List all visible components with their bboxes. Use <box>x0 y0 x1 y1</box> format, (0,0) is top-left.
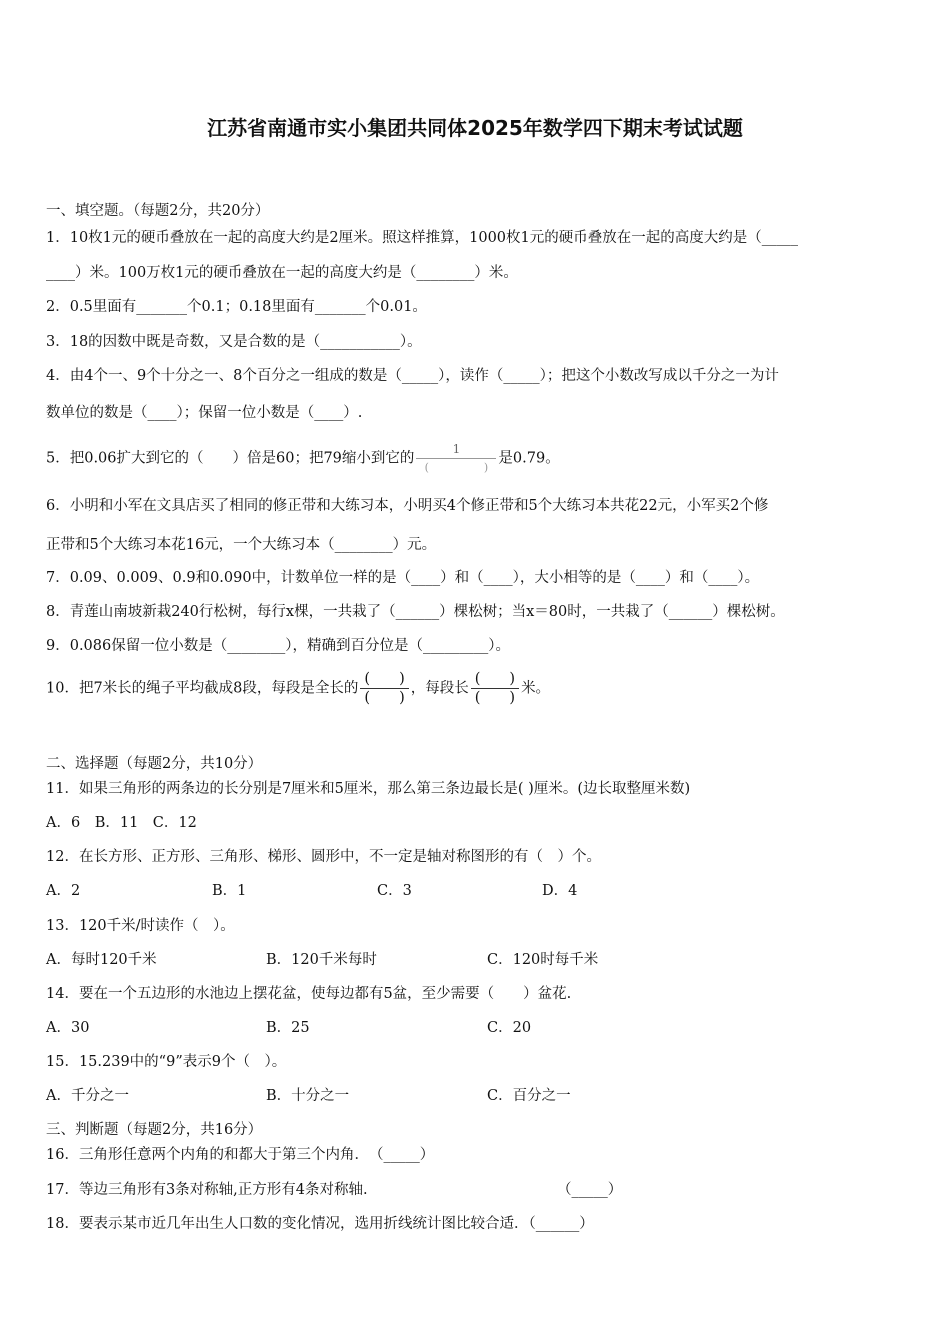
question-4-line-2: 数单位的数是（____）；保留一位小数是（____）. <box>46 405 363 421</box>
option-b: B．25 <box>266 1020 310 1036</box>
section-choice: 二、选择题（每题2分，共10分） <box>46 756 263 772</box>
question-10 <box>46 670 550 707</box>
question-1-line-2: ____）米。100万枚1元的硬币叠放在一起的高度大约是（________）米。 <box>46 265 518 281</box>
option-b: B．120千米每时 <box>266 952 377 968</box>
question-11: 11．如果三角形的两条边的长分别是7厘米和5厘米，那么第三条边最长是( )厘米。(边长取整厘米数) <box>46 781 691 797</box>
question-11-options: A．6 B．11 C．12 <box>46 815 197 831</box>
question-15: 15．15.239中的“9”表示9个（ ）。 <box>46 1054 287 1070</box>
section-fill-in: 一、填空题。（每题2分，共20分） <box>46 203 270 219</box>
question-12: 12．在长方形、正方形、三角形、梯形、圆形中，不一定是轴对称图形的有（ ）个。 <box>46 849 601 865</box>
question-10-end: 米。 <box>521 680 551 697</box>
fraction-denominator: ( ) <box>424 461 489 474</box>
fraction-2-numerator: ( ) <box>471 670 519 689</box>
option-a: A．每时120千米 <box>46 952 157 968</box>
question-1-line-1: 1．10枚1元的硬币叠放在一起的高度大约是2厘米。照这样推算，1000枚1元的硬币叠放在一起的高度大约是（_____ <box>46 230 798 246</box>
question-5-end: 是0.79。 <box>498 450 560 467</box>
question-14: 14．要在一个五边形的水池边上摆花盆，使每边都有5盆，至少需要（ ）盆花. <box>46 986 572 1002</box>
question-4-line-1: 4．由4个一、9个十分之一、8个百分之一组成的数是（_____），读作（_____）；把这个小数改写成以千分之一为计 <box>46 368 779 384</box>
question-13: 13．120千米/时读作（ ）。 <box>46 918 235 934</box>
fraction-1-denominator: ( ) <box>364 690 405 706</box>
question-17-blank: （_____） <box>557 1182 623 1198</box>
option-c: C．3 <box>377 883 412 899</box>
fraction-2-denominator: ( ) <box>474 690 516 706</box>
question-5-text: 5．把0.06扩大到它的（ ）倍是60；把79缩小到它的 <box>46 450 415 467</box>
question-5 <box>46 440 560 477</box>
fraction <box>416 440 496 477</box>
page-title: 江苏省南通市实小集团共同体2025年数学四下期末考试试题 <box>207 116 743 140</box>
question-10-mid: ，每段长 <box>410 680 469 697</box>
question-6-line-2: 正带和5个大练习本花16元，一个大练习本（________）元。 <box>46 537 437 553</box>
option-c: C．120时每千米 <box>487 952 599 968</box>
option-c: C．20 <box>487 1020 532 1036</box>
option-b: B．1 <box>212 883 247 899</box>
question-18: 18．要表示某市近几年出生人口数的变化情况，选用折线统计图比较合适．（______） <box>46 1216 594 1232</box>
option-a: A．千分之一 <box>46 1088 129 1104</box>
fraction-1-numerator: ( ) <box>360 670 408 689</box>
fraction-numerator: 1 <box>416 440 496 459</box>
question-10-text: 10．把7米长的绳子平均截成8段，每段是全长的 <box>46 680 359 697</box>
section-true-false: 三、判断题（每题2分，共16分） <box>46 1122 263 1138</box>
option-a: A．30 <box>46 1020 90 1036</box>
question-8: 8．青莲山南坡新栽240行松树，每行x棵，一共栽了（______）棵松树；当x＝80时，一共栽了（______）棵松树。 <box>46 604 785 620</box>
question-2: 2．0.5里面有_______个0.1；0.18里面有_______个0.01。 <box>46 299 427 315</box>
question-17: 17．等边三角形有3条对称轴,正方形有4条对称轴. <box>46 1182 368 1198</box>
fraction-1 <box>360 670 408 707</box>
option-d: D．4 <box>542 883 578 899</box>
option-c: C．百分之一 <box>487 1088 571 1104</box>
question-9: 9．0.086保留一位小数是（________），精确到百分位是（_________）。 <box>46 638 510 654</box>
question-16: 16．三角形任意两个内角的和都大于第三个内角． （_____） <box>46 1147 435 1163</box>
question-3: 3．18的因数中既是奇数，又是合数的是（___________）。 <box>46 334 422 350</box>
option-a: A．2 <box>46 883 81 899</box>
question-6-line-1: 6．小明和小军在文具店买了相同的修正带和大练习本，小明买4个修正带和5个大练习本共花22元，小军买2个修 <box>46 498 769 514</box>
option-b: B．十分之一 <box>266 1088 350 1104</box>
question-7: 7．0.09、0.009、0.9和0.090中，计数单位一样的是（____）和（____），大小相等的是（____）和（____）。 <box>46 570 760 586</box>
fraction-2 <box>471 670 519 707</box>
